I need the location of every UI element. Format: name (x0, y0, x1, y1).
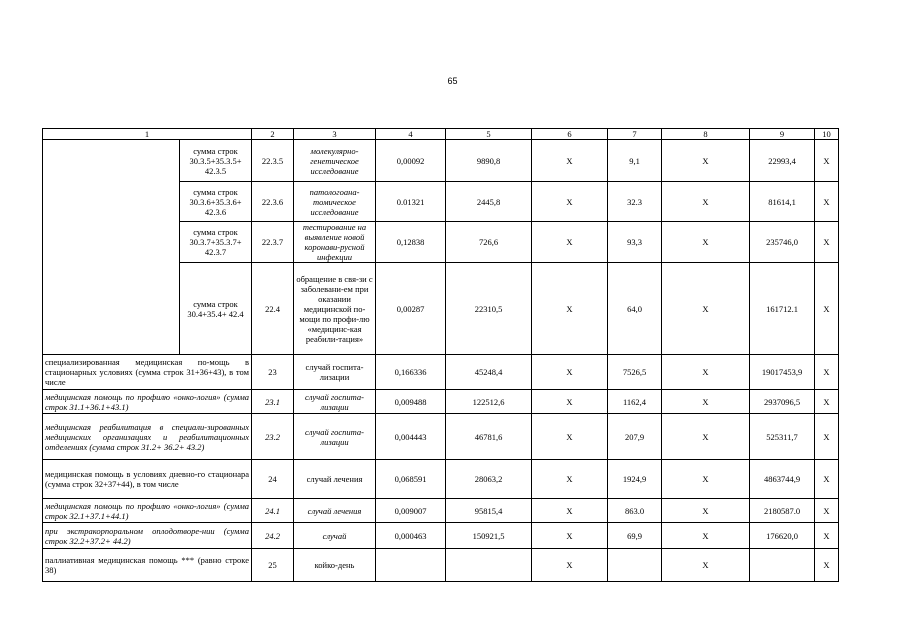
value-cell: 150921,5 (446, 523, 532, 549)
value-cell: 95815,4 (446, 499, 532, 523)
unit-cell: молекулярно-генетическое исследование (294, 140, 376, 182)
row-code-cell: 25 (252, 549, 294, 582)
value-cell: 64,0 (608, 263, 662, 355)
row-code-cell: 23.2 (252, 414, 294, 460)
value-cell: X (662, 549, 750, 582)
table-row (43, 460, 839, 499)
value-cell: 0.01321 (376, 182, 446, 222)
header-cell: 7 (608, 129, 662, 140)
value-cell: 1162,4 (608, 390, 662, 414)
value-cell: X (662, 182, 750, 222)
value-cell: 32.3 (608, 182, 662, 222)
value-cell: 525311,7 (750, 414, 815, 460)
page-number: 65 (447, 76, 458, 86)
unit-cell: случай госпита-лизации (294, 355, 376, 390)
value-cell: 0,000463 (376, 523, 446, 549)
value-cell: 235746,0 (750, 222, 815, 263)
row-code-cell: 23 (252, 355, 294, 390)
value-cell: 0,009488 (376, 390, 446, 414)
value-cell: X (532, 390, 608, 414)
value-cell: 0,009007 (376, 499, 446, 523)
value-cell: X (815, 263, 839, 355)
row-code-cell: 24 (252, 460, 294, 499)
blank-label-cell (43, 140, 180, 355)
value-cell: 1924,9 (608, 460, 662, 499)
value-cell: 46781,6 (446, 414, 532, 460)
value-cell (608, 549, 662, 582)
value-cell: 2180587.0 (750, 499, 815, 523)
row-code-cell: 22.3.7 (252, 222, 294, 263)
row-label-cell: медицинская помощь по профилю «онко-логия» (сумма строк 32.1+37.1+44.1) (43, 499, 252, 523)
table-row (43, 355, 839, 390)
table-row (43, 523, 839, 549)
row-label-cell: паллиативная медицинская помощь *** (равно строке 38) (43, 549, 252, 582)
value-cell: X (815, 523, 839, 549)
value-cell: X (662, 390, 750, 414)
value-cell: 726,6 (446, 222, 532, 263)
value-cell: 0,12838 (376, 222, 446, 263)
header-cell: 10 (815, 129, 839, 140)
value-cell: 45248,4 (446, 355, 532, 390)
value-cell: X (532, 355, 608, 390)
value-cell: 19017453,9 (750, 355, 815, 390)
value-cell: 0,166336 (376, 355, 446, 390)
value-cell: 0,068591 (376, 460, 446, 499)
table-row (43, 140, 839, 182)
row-code-cell: 22.3.5 (252, 140, 294, 182)
header-cell: 1 (43, 129, 252, 140)
value-cell: 28063,2 (446, 460, 532, 499)
value-cell: X (532, 549, 608, 582)
row-label-cell: медицинская помощь в условиях дневно-го стационара (сумма строк 32+37+44), в том числе (43, 460, 252, 499)
unit-cell: патологоана-томическое исследование (294, 182, 376, 222)
value-cell: X (532, 460, 608, 499)
value-cell: X (532, 263, 608, 355)
table-row (43, 414, 839, 460)
formula-cell: сумма строк 30.3.7+35.3.7+ 42.3.7 (180, 222, 252, 263)
value-cell: 22993,4 (750, 140, 815, 182)
value-cell: X (532, 182, 608, 222)
header-cell: 4 (376, 129, 446, 140)
value-cell: 207,9 (608, 414, 662, 460)
header-cell: 8 (662, 129, 750, 140)
value-cell: X (815, 499, 839, 523)
value-cell (446, 549, 532, 582)
value-cell: X (662, 460, 750, 499)
value-cell: 863.0 (608, 499, 662, 523)
value-cell: 161712.1 (750, 263, 815, 355)
formula-cell: сумма строк 30.3.6+35.3.6+ 42.3.6 (180, 182, 252, 222)
row-label-cell: специализированная медицинская по-мощь в стационарных условиях (сумма строк 31+36+43), в том числе (43, 355, 252, 390)
unit-cell: случай госпита-лизации (294, 414, 376, 460)
value-cell: X (532, 523, 608, 549)
value-cell: 81614,1 (750, 182, 815, 222)
row-code-cell: 22.4 (252, 263, 294, 355)
value-cell: X (532, 414, 608, 460)
value-cell: 9890,8 (446, 140, 532, 182)
value-cell: 0,004443 (376, 414, 446, 460)
value-cell: X (662, 499, 750, 523)
row-code-cell: 23.1 (252, 390, 294, 414)
value-cell: X (815, 549, 839, 582)
unit-cell: случай лечения (294, 499, 376, 523)
value-cell: 176620,0 (750, 523, 815, 549)
header-cell: 9 (750, 129, 815, 140)
value-cell: X (815, 140, 839, 182)
table-row (43, 390, 839, 414)
value-cell: 122512,6 (446, 390, 532, 414)
value-cell: 4863744,9 (750, 460, 815, 499)
header-cell: 2 (252, 129, 294, 140)
row-code-cell: 22.3.6 (252, 182, 294, 222)
value-cell: X (532, 222, 608, 263)
value-cell: 9,1 (608, 140, 662, 182)
unit-cell: койко-день (294, 549, 376, 582)
unit-cell: тестирование на выявление новой коронави-русной инфекции (294, 222, 376, 263)
value-cell: X (662, 414, 750, 460)
data-table (42, 128, 839, 582)
formula-cell: сумма строк 30.4+35.4+ 42.4 (180, 263, 252, 355)
value-cell: X (815, 414, 839, 460)
value-cell: X (532, 140, 608, 182)
value-cell: 2937096,5 (750, 390, 815, 414)
unit-cell: случай лечения (294, 460, 376, 499)
value-cell: X (662, 263, 750, 355)
header-cell: 5 (446, 129, 532, 140)
value-cell (376, 549, 446, 582)
value-cell: 69,9 (608, 523, 662, 549)
value-cell: X (815, 182, 839, 222)
value-cell: 93,3 (608, 222, 662, 263)
unit-cell: обращение в свя-зи с заболевани-ем при оказании медицинской по-мощи по профи-лю «медицинс-кая реабили-тация» (294, 263, 376, 355)
value-cell: X (815, 222, 839, 263)
row-label-cell: медицинская реабилитация в специали-зированных медицинских организациях и реабилитационных отделениях (сумма строк 31.2+ 36.2+ 43.2) (43, 414, 252, 460)
value-cell: 0,00092 (376, 140, 446, 182)
value-cell: X (815, 355, 839, 390)
header-cell: 3 (294, 129, 376, 140)
value-cell: X (662, 523, 750, 549)
value-cell (750, 549, 815, 582)
value-cell: 2445,8 (446, 182, 532, 222)
value-cell: X (662, 140, 750, 182)
unit-cell: случай (294, 523, 376, 549)
value-cell: 7526,5 (608, 355, 662, 390)
value-cell: X (815, 390, 839, 414)
row-label-cell: при экстракорпоральном оплодотворе-нии (сумма строк 32.2+37.2+ 44.2) (43, 523, 252, 549)
value-cell: 22310,5 (446, 263, 532, 355)
formula-cell: сумма строк 30.3.5+35.3.5+ 42.3.5 (180, 140, 252, 182)
row-code-cell: 24.1 (252, 499, 294, 523)
row-label-cell: медицинская помощь по профилю «онко-логия» (сумма строк 31.1+36.1+43.1) (43, 390, 252, 414)
header-cell: 6 (532, 129, 608, 140)
value-cell: X (662, 355, 750, 390)
unit-cell: случай госпита-лизации (294, 390, 376, 414)
value-cell: X (662, 222, 750, 263)
table-row (43, 549, 839, 582)
value-cell: X (815, 460, 839, 499)
value-cell: 0,00287 (376, 263, 446, 355)
row-code-cell: 24.2 (252, 523, 294, 549)
table-row (43, 499, 839, 523)
header-row (43, 129, 839, 140)
value-cell: X (532, 499, 608, 523)
